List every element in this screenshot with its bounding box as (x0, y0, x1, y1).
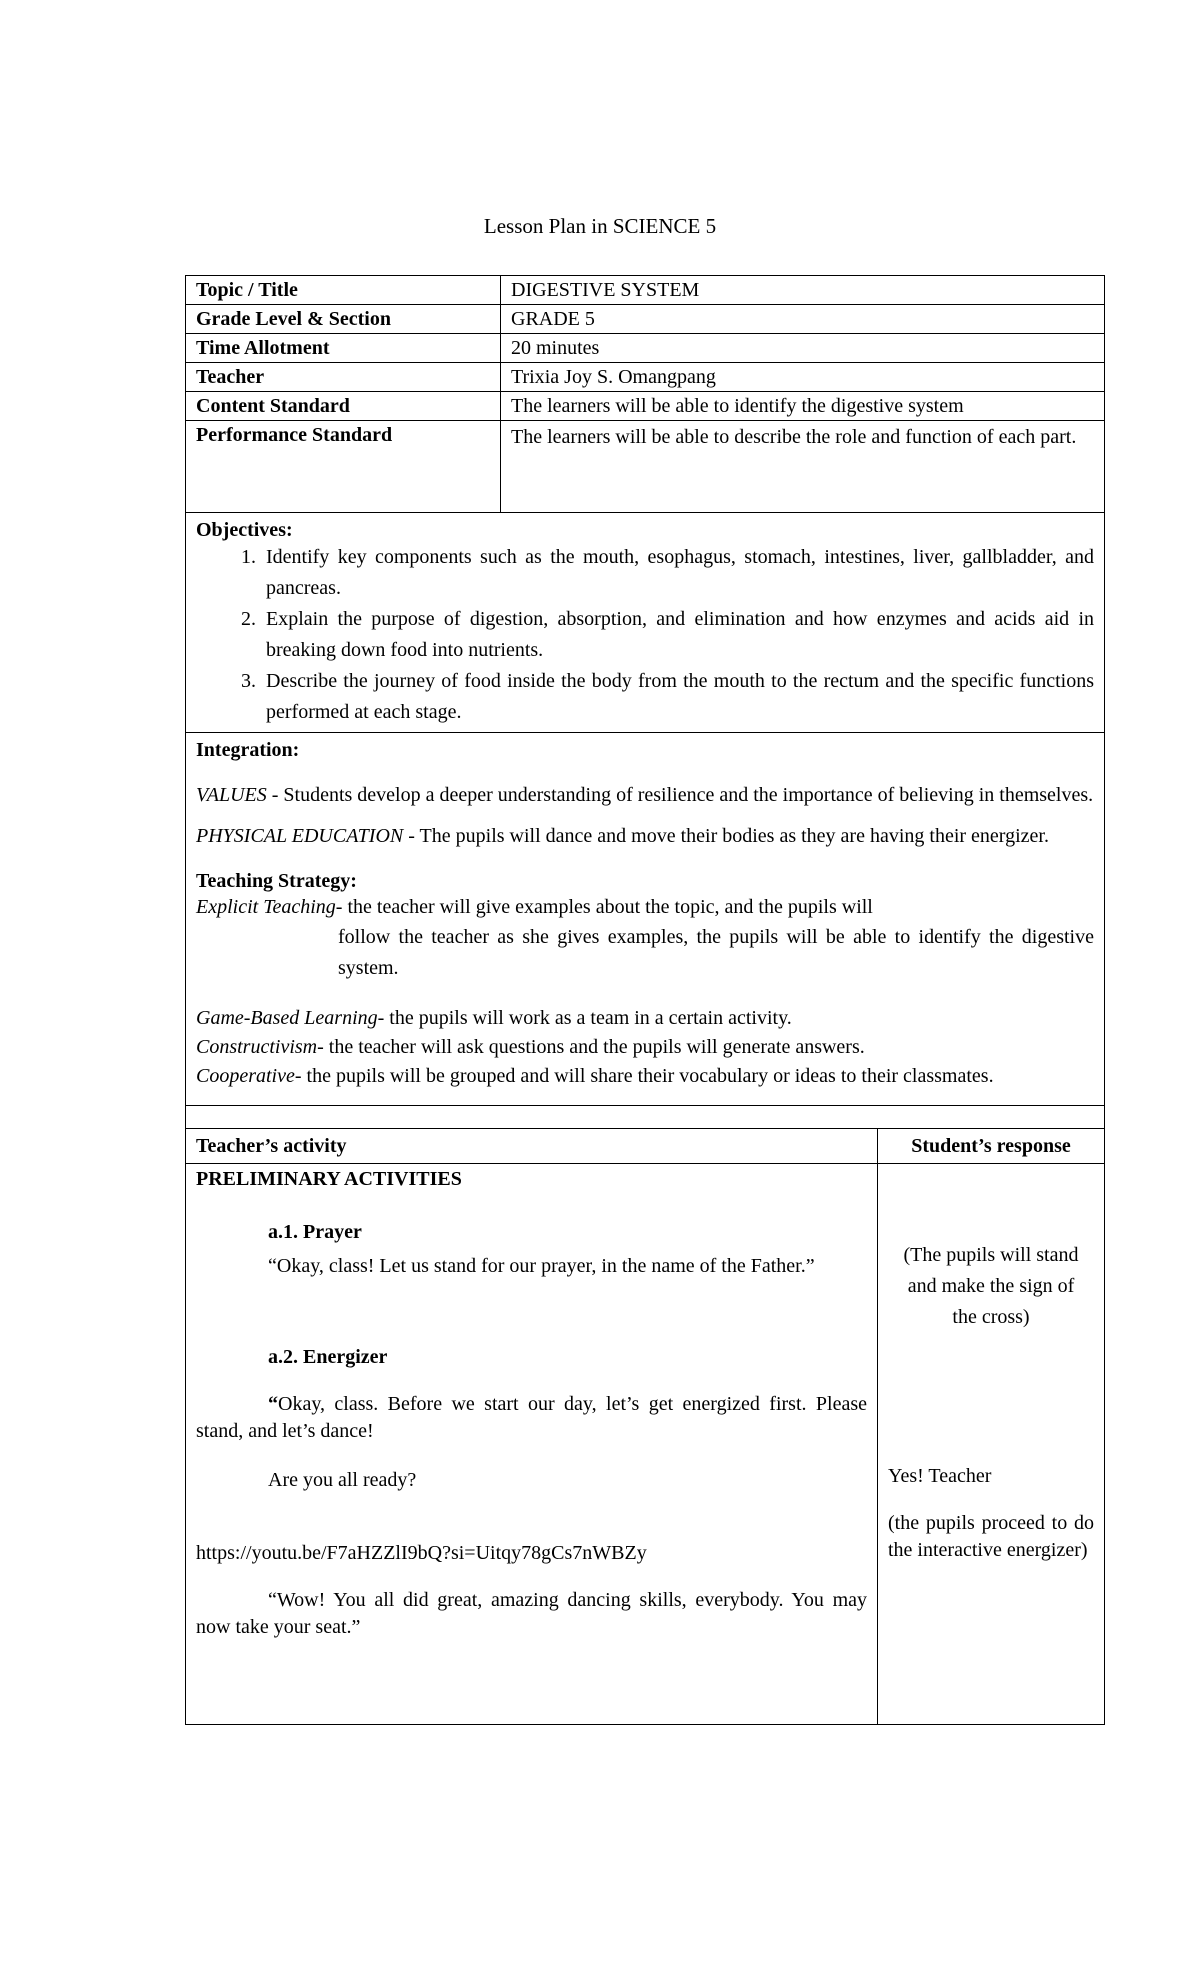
item-number: 1. (241, 546, 256, 568)
strategy-heading: Teaching Strategy: (196, 870, 357, 892)
wow-text: “Wow! You all did great, amazing dancing skills, everybody. You may now take your seat.” (196, 1589, 867, 1638)
lesson-plan-sheet (185, 275, 1105, 1725)
pe-paragraph (196, 823, 1094, 850)
info-label: Topic / Title (186, 276, 501, 304)
info-label: Grade Level & Section (186, 305, 501, 333)
coop-paragraph (196, 1062, 1094, 1091)
objectives-heading: Objectives: (196, 519, 293, 541)
energizer-body: Okay, class. Before we start our day, let’s get energized first. Please stand, and let’s dance! (196, 1393, 867, 1442)
game-label: Game-Based Learning (196, 1007, 378, 1029)
info-value: DIGESTIVE SYSTEM (511, 279, 700, 301)
construct-text: - the teacher will ask questions and the pupils will generate answers. (317, 1036, 865, 1058)
energizer-quote: “ (268, 1393, 278, 1415)
info-row-grade (186, 305, 1104, 334)
activities-header-row (186, 1129, 1104, 1164)
construct-label: Constructivism (196, 1036, 318, 1058)
explicit-continuation: follow the teacher as she gives examples, the pupils will be able to identify the digestive system. (338, 926, 1094, 979)
info-value: The learners will be able to describe the role and function of each part. (511, 426, 1077, 448)
integration-section (186, 733, 1104, 1106)
construct-paragraph (196, 1033, 1094, 1062)
info-label: Teacher (186, 363, 501, 391)
list-item (196, 604, 1094, 666)
info-label: Time Allotment (186, 334, 501, 362)
page-title: Lesson Plan in SCIENCE 5 (483, 214, 717, 238)
activities-body-row (186, 1164, 1104, 1724)
item-text: Explain the purpose of digestion, absorption, and elimination and how enzymes and acids aid in breaking down food into nutrients. (266, 608, 1094, 661)
list-item (196, 666, 1094, 728)
info-label: Performance Standard (186, 421, 501, 512)
pe-text: - The pupils will dance and move their bodies as they are having their energizer. (403, 825, 1049, 847)
item-text: Describe the journey of food inside the body from the mouth to the rectum and the specific functions performed at each stage. (266, 670, 1094, 723)
objectives-list (196, 542, 1094, 728)
list-item (196, 542, 1094, 604)
integration-heading: Integration: (196, 739, 300, 761)
item-number: 3. (241, 670, 256, 692)
game-text: - the pupils will work as a team in a certain activity. (377, 1007, 792, 1029)
info-row-topic (186, 276, 1104, 305)
info-label: Content Standard (186, 392, 501, 420)
explicit-paragraph (196, 893, 1094, 922)
values-text: - Students develop a deeper understanding of resilience and the importance of believing in themselves. (266, 784, 1094, 806)
student-response-header: Student’s response (911, 1135, 1071, 1157)
values-paragraph (196, 782, 1094, 809)
video-link[interactable]: https://youtu.be/F7aHZZlI9bQ?si=Uitqy78gCs7nWBZy (196, 1542, 647, 1564)
item-number: 2. (241, 608, 256, 630)
values-label: VALUES (196, 784, 267, 806)
info-row-content-standard (186, 392, 1104, 421)
objectives-section (186, 513, 1104, 733)
explicit-text: - the teacher will give examples about the topic, and the pupils will (335, 896, 873, 918)
pe-label: PHYSICAL EDUCATION (196, 825, 404, 847)
teacher-activity-header: Teacher’s activity (186, 1129, 878, 1163)
info-value: GRADE 5 (511, 308, 595, 330)
coop-text: - the pupils will be grouped and will share their vocabulary or ideas to their classmates. (294, 1065, 994, 1087)
coop-label: Cooperative (196, 1065, 295, 1087)
energizer-response: (the pupils proceed to do the interactive energizer) (888, 1512, 1094, 1561)
ready-response: Yes! Teacher (888, 1465, 992, 1487)
info-row-performance-standard (186, 421, 1104, 513)
prayer-response: (The pupils will stand and make the sign of the cross) (903, 1244, 1079, 1328)
info-value: 20 minutes (511, 337, 600, 359)
info-row-teacher (186, 363, 1104, 392)
info-value: Trixia Joy S. Omangpang (511, 366, 716, 388)
ready-text: Are you all ready? (268, 1469, 417, 1491)
preliminary-heading: PRELIMINARY ACTIVITIES (196, 1168, 462, 1190)
info-row-time (186, 334, 1104, 363)
info-value: The learners will be able to identify the digestive system (511, 395, 964, 417)
teacher-activity-cell (186, 1164, 878, 1724)
student-response-cell (878, 1164, 1104, 1724)
energizer-text (196, 1391, 867, 1445)
prayer-heading: a.1. Prayer (268, 1221, 362, 1243)
game-paragraph (196, 1004, 1094, 1033)
explicit-label: Explicit Teaching (196, 896, 336, 918)
item-text: Identify key components such as the mouth, esophagus, stomach, intestines, liver, gallbladder, and pancreas. (266, 546, 1094, 599)
prayer-text: “Okay, class! Let us stand for our prayer, in the name of the Father.” (268, 1255, 815, 1277)
energizer-heading: a.2. Energizer (268, 1346, 388, 1368)
